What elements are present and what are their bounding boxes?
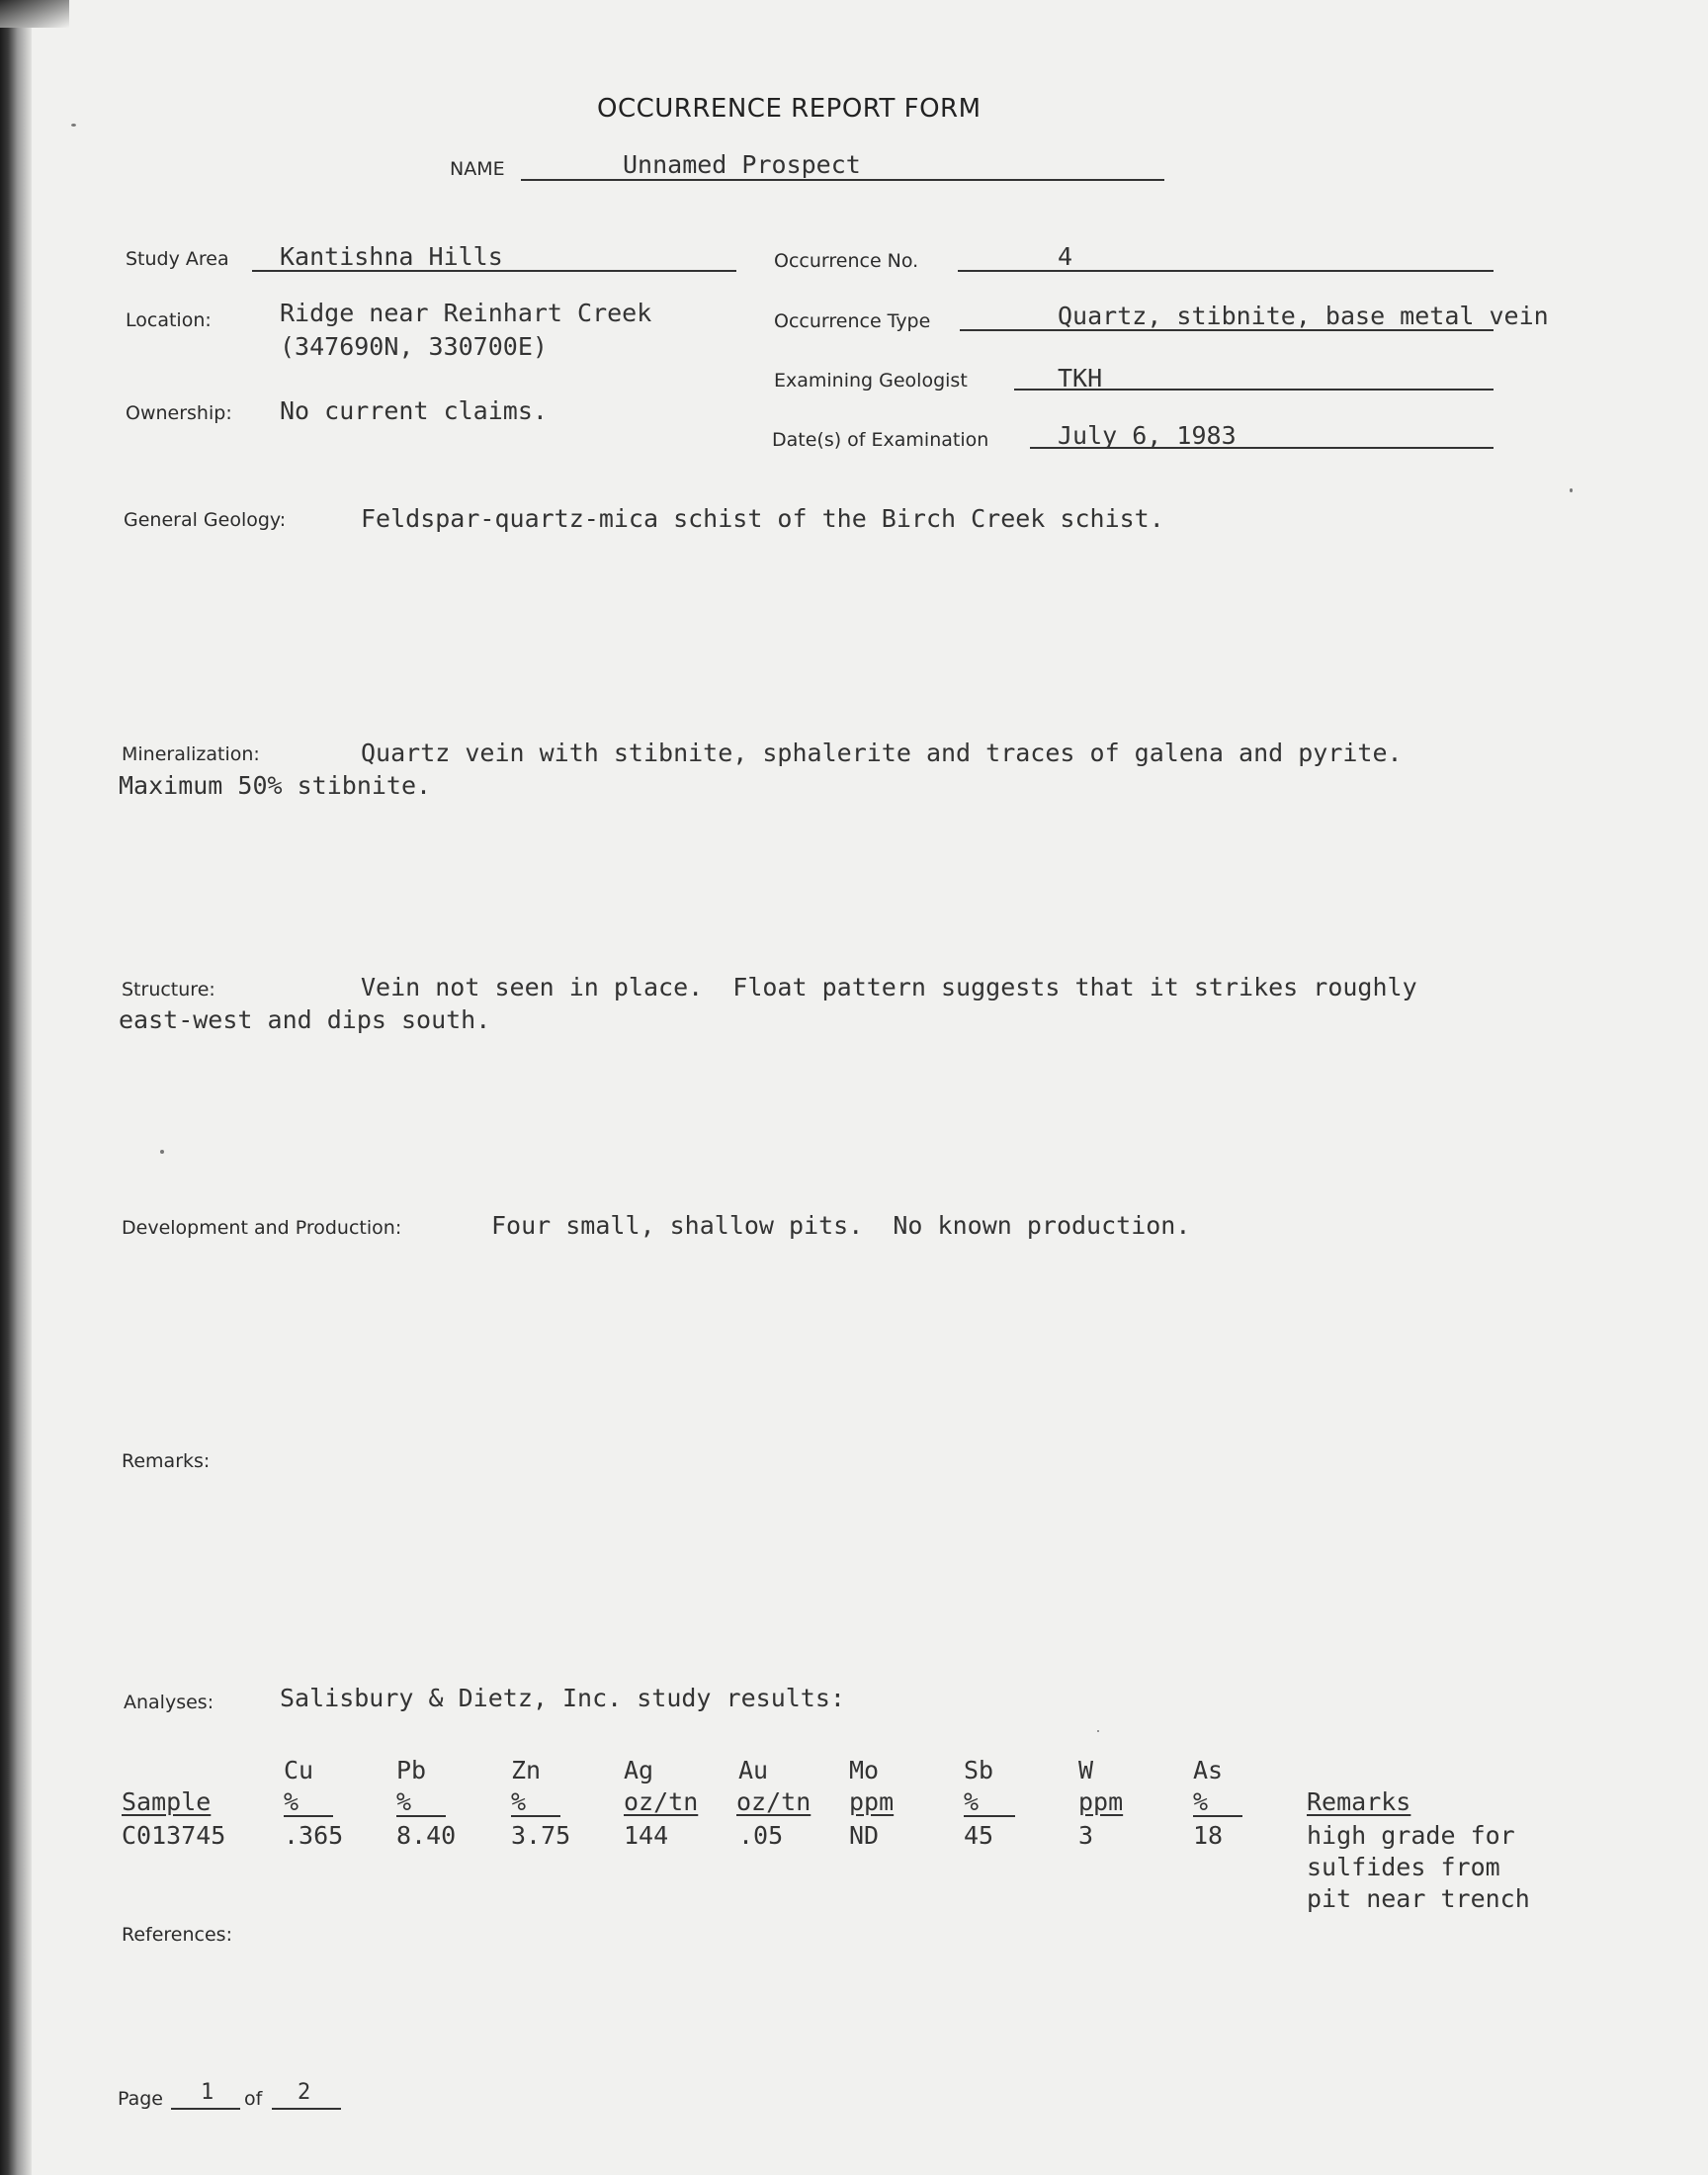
- occurrence-no-label: Occurrence No.: [774, 250, 919, 272]
- page-of-label: of: [244, 2088, 263, 2110]
- development-label: Development and Production:: [122, 1217, 402, 1239]
- column-unit: %: [396, 1787, 412, 1816]
- unit-underline: [964, 1815, 1015, 1817]
- occurrence-type-value: Quartz, stibnite, base metal vein: [1058, 302, 1549, 330]
- scan-speck: [1097, 1730, 1099, 1732]
- examining-geologist-label: Examining Geologist: [774, 370, 968, 392]
- name-value: Unnamed Prospect: [623, 150, 861, 179]
- examining-geologist-value: TKH: [1058, 364, 1103, 392]
- analyses-label: Analyses:: [124, 1692, 214, 1713]
- cell-value: ND: [849, 1821, 880, 1850]
- column-element: Au: [738, 1756, 769, 1784]
- sample-id: C013745: [122, 1821, 226, 1850]
- column-unit: oz/tn: [624, 1787, 699, 1816]
- scan-speck: [1570, 488, 1573, 492]
- mineralization-line2: Maximum 50% stibnite.: [119, 771, 432, 800]
- unit-underline: [1193, 1815, 1242, 1817]
- unit-underline: [284, 1815, 333, 1817]
- location-label: Location:: [126, 309, 212, 331]
- column-element: Sb: [964, 1756, 994, 1784]
- scan-speck: [160, 1150, 164, 1154]
- cell-value: 144: [624, 1821, 669, 1850]
- ownership-label: Ownership:: [126, 402, 232, 424]
- column-unit: oz/tn: [736, 1787, 811, 1816]
- occurrence-no-underline: [958, 270, 1494, 272]
- general-geology-label: General Geology:: [124, 509, 287, 531]
- page-current: 1: [201, 2080, 214, 2105]
- date-of-examination-value: July 6, 1983: [1058, 421, 1237, 450]
- location-line1: Ridge near Reinhart Creek: [280, 299, 652, 327]
- remarks-label: Remarks:: [122, 1450, 211, 1472]
- column-element: Ag: [624, 1756, 654, 1784]
- column-unit: %: [964, 1787, 980, 1816]
- references-label: References:: [122, 1924, 232, 1946]
- remarks-line-2: sulfides from: [1307, 1853, 1500, 1881]
- column-unit: %: [1193, 1787, 1209, 1816]
- ownership-value: No current claims.: [280, 396, 548, 425]
- cell-value: .05: [738, 1821, 784, 1850]
- column-unit: %: [284, 1787, 299, 1816]
- cell-value: 45: [964, 1821, 994, 1850]
- remarks-header: Remarks: [1307, 1787, 1411, 1816]
- unit-underline: [396, 1815, 446, 1817]
- scan-corner-shadow: [0, 0, 69, 28]
- location-line2: (347690N, 330700E): [280, 332, 548, 361]
- analyses-intro: Salisbury & Dietz, Inc. study results:: [280, 1684, 845, 1712]
- cell-value: 3: [1078, 1821, 1094, 1850]
- cell-value: .365: [284, 1821, 344, 1850]
- column-element: W: [1078, 1756, 1094, 1784]
- column-element: Mo: [849, 1756, 880, 1784]
- column-element: Zn: [511, 1756, 542, 1784]
- date-of-examination-label: Date(s) of Examination: [772, 429, 989, 451]
- mineralization-line1: Quartz vein with stibnite, sphalerite and traces of galena and pyrite.: [361, 739, 1403, 767]
- study-area-value: Kantishna Hills: [280, 242, 503, 271]
- study-area-label: Study Area: [126, 248, 229, 270]
- general-geology-value: Feldspar-quartz-mica schist of the Birch Creek schist.: [361, 504, 1164, 533]
- column-unit: ppm: [849, 1787, 895, 1816]
- page-total-underline: [272, 2108, 341, 2110]
- cell-value: 8.40: [396, 1821, 457, 1850]
- development-value: Four small, shallow pits. No known production.: [491, 1211, 1191, 1240]
- occurrence-no-value: 4: [1058, 242, 1073, 271]
- mineralization-label: Mineralization:: [122, 743, 260, 765]
- name-label: NAME: [450, 158, 505, 180]
- unit-underline: [511, 1815, 560, 1817]
- page-total: 2: [298, 2080, 311, 2105]
- scan-speck: [71, 124, 76, 127]
- structure-label: Structure:: [122, 979, 215, 1000]
- page-current-underline: [171, 2108, 240, 2110]
- column-element: Pb: [396, 1756, 427, 1784]
- form-title: OCCURRENCE REPORT FORM: [597, 94, 982, 124]
- column-unit: %: [511, 1787, 527, 1816]
- remarks-line-1: high grade for: [1307, 1821, 1515, 1850]
- occurrence-type-label: Occurrence Type: [774, 310, 931, 332]
- scan-edge-shadow: [0, 0, 32, 2175]
- column-element: Cu: [284, 1756, 314, 1784]
- cell-value: 3.75: [511, 1821, 571, 1850]
- cell-value: 18: [1193, 1821, 1224, 1850]
- column-element: As: [1193, 1756, 1224, 1784]
- structure-line2: east-west and dips south.: [119, 1005, 491, 1034]
- remarks-line-3: pit near trench: [1307, 1884, 1530, 1913]
- column-unit: ppm: [1078, 1787, 1124, 1816]
- sample-header: Sample: [122, 1787, 212, 1816]
- structure-line1: Vein not seen in place. Float pattern suggests that it strikes roughly: [361, 973, 1417, 1001]
- page-label: Page: [118, 2088, 163, 2110]
